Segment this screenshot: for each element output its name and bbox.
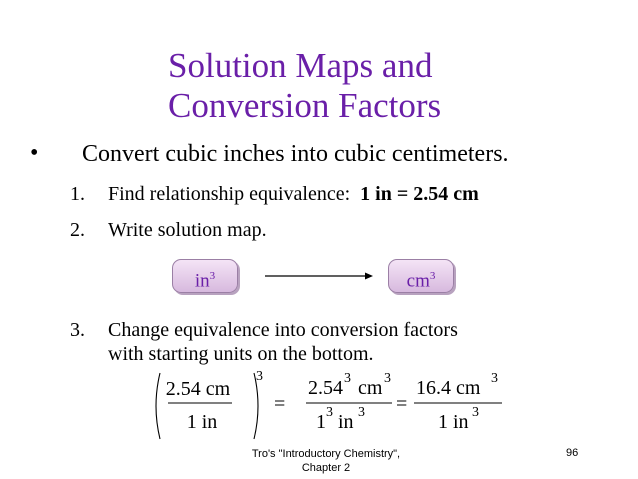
step-3-line-1: Change equivalence into conversion factors xyxy=(108,319,458,341)
step-1-text: Find relationship equivalence: xyxy=(108,183,351,205)
step-1-number: 1. xyxy=(70,183,85,205)
start-unit-base: in xyxy=(194,270,210,292)
bullet-text: Convert cubic inches into cubic centimeters. xyxy=(82,141,509,167)
bullet-marker: • xyxy=(30,140,39,166)
left-paren-icon xyxy=(156,373,160,439)
term3-denominator-exponent: 3 xyxy=(472,405,479,420)
term2-denominator-unit-exponent: 3 xyxy=(358,405,365,420)
slide-footer xyxy=(236,447,416,475)
solution-map-arrow-icon xyxy=(265,271,373,281)
step-3-line-2: with starting units on the bottom. xyxy=(108,343,374,365)
term1-exponent: 3 xyxy=(256,369,263,384)
step-2-text: Write solution map. xyxy=(108,219,267,241)
term3-denominator: 1 in xyxy=(438,411,469,433)
step-1-equivalence: 1 in = 2.54 cm xyxy=(360,183,479,205)
step-3 xyxy=(70,318,458,366)
step-2 xyxy=(70,219,267,242)
step-1 xyxy=(70,183,479,206)
equals-sign-1: = xyxy=(274,393,286,415)
term3-numerator-exponent: 3 xyxy=(491,371,498,386)
conversion-equation xyxy=(150,365,510,447)
term2-denominator-unit: in xyxy=(338,411,354,433)
solution-map-start-box xyxy=(172,259,238,293)
step-3-number: 3. xyxy=(70,319,85,341)
term2-numerator-base: 2.54 xyxy=(308,377,343,399)
term3-numerator: 16.4 cm xyxy=(416,377,481,399)
start-unit-exponent: 3 xyxy=(209,270,216,282)
equals-sign-2: = xyxy=(396,393,408,415)
title-line-1: Solution Maps and xyxy=(168,46,433,85)
term2-numerator-unit: cm xyxy=(358,377,383,399)
end-unit-base: cm xyxy=(406,270,430,292)
term2-numerator-exponent: 3 xyxy=(344,371,351,386)
page-number: 96 xyxy=(566,447,579,459)
slide-title xyxy=(168,46,588,126)
term2-numerator-unit-exponent: 3 xyxy=(384,371,391,386)
step-2-number: 2. xyxy=(70,219,85,241)
footer-line-1: Tro's "Introductory Chemistry", xyxy=(251,448,401,460)
term1-numerator: 2.54 cm xyxy=(165,378,231,400)
end-unit-exponent: 3 xyxy=(429,270,436,282)
term2-denominator-base: 1 xyxy=(316,411,326,433)
title-line-2: Conversion Factors xyxy=(168,86,442,125)
term1-denominator: 1 in xyxy=(186,411,218,433)
footer-line-2: Chapter 2 xyxy=(301,462,351,474)
solution-map-end-box xyxy=(388,259,454,293)
term2-denominator-exponent: 3 xyxy=(326,405,333,420)
